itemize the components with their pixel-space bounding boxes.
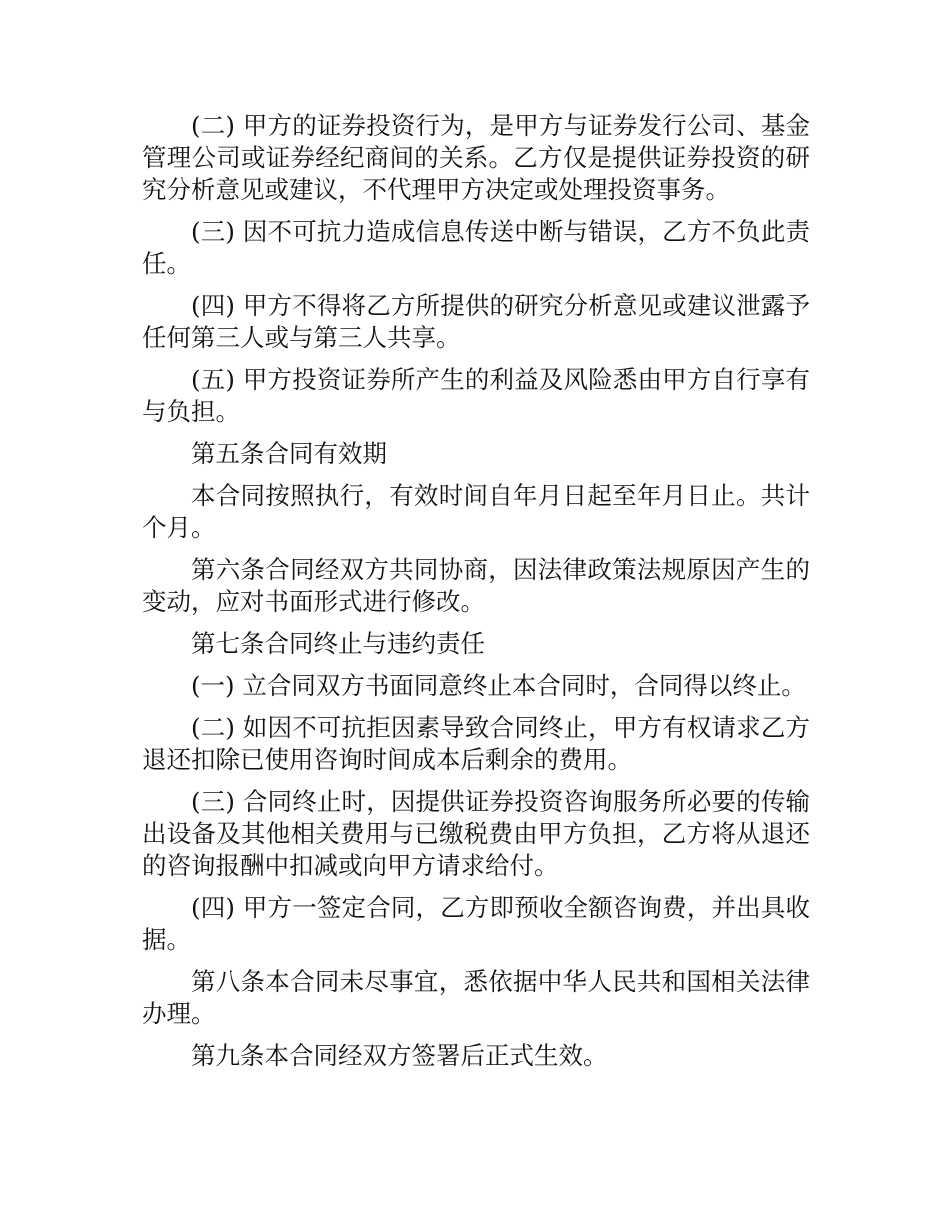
article-5-term: 本合同按照执行，有效时间自年月日起至年月日止。共计个月。 [142, 481, 810, 542]
article-7-heading: 第七条合同终止与违约责任 [191, 629, 485, 658]
article-6: 第六条合同经双方共同协商，因法律政策法规原因产生的变动，应对书面形式进行修改。 [142, 555, 810, 616]
article-7-clause-4: (四) 甲方一签定合同，乙方即预收全额咨询费，并出具收据。 [142, 893, 810, 954]
clause-4-confidentiality: (四) 甲方不得将乙方所提供的研究分析意见或建议泄露予任何第三人或与第三人共享。 [142, 291, 810, 352]
article-7-clause-3: (三) 合同终止时，因提供证券投资咨询服务所必要的传输出设备及其他相关费用与已缴税费由甲方负担，乙方将从退还的咨询报酬中扣减或向甲方请求给付。 [142, 787, 810, 880]
clause-5-risk: (五) 甲方投资证券所产生的利益及风险悉由甲方自行享有与负担。 [142, 365, 810, 426]
document-body [142, 110, 810, 1082]
clause-2-securities-relationship: (二) 甲方的证券投资行为，是甲方与证券发行公司、基金管理公司或证券经纪商间的关系。乙方仅是提供证券投资的研究分析意见或建议，不代理甲方决定或处理投资事务。 [142, 111, 810, 204]
article-5-heading: 第五条合同有效期 [191, 439, 387, 468]
article-8: 第八条本合同未尽事宜，悉依据中华人民共和国相关法律办理。 [142, 967, 810, 1028]
article-7-clause-1: (一) 立合同双方书面同意终止本合同时，合同得以终止。 [191, 671, 806, 700]
article-9: 第九条本合同经双方签署后正式生效。 [191, 1041, 608, 1070]
clause-3-force-majeure: (三) 因不可抗力造成信息传送中断与错误，乙方不负此责任。 [142, 217, 810, 278]
article-7-clause-2: (二) 如因不可抗拒因素导致合同终止，甲方有权请求乙方退还扣除已使用咨询时间成本后剩余的费用。 [142, 713, 810, 774]
